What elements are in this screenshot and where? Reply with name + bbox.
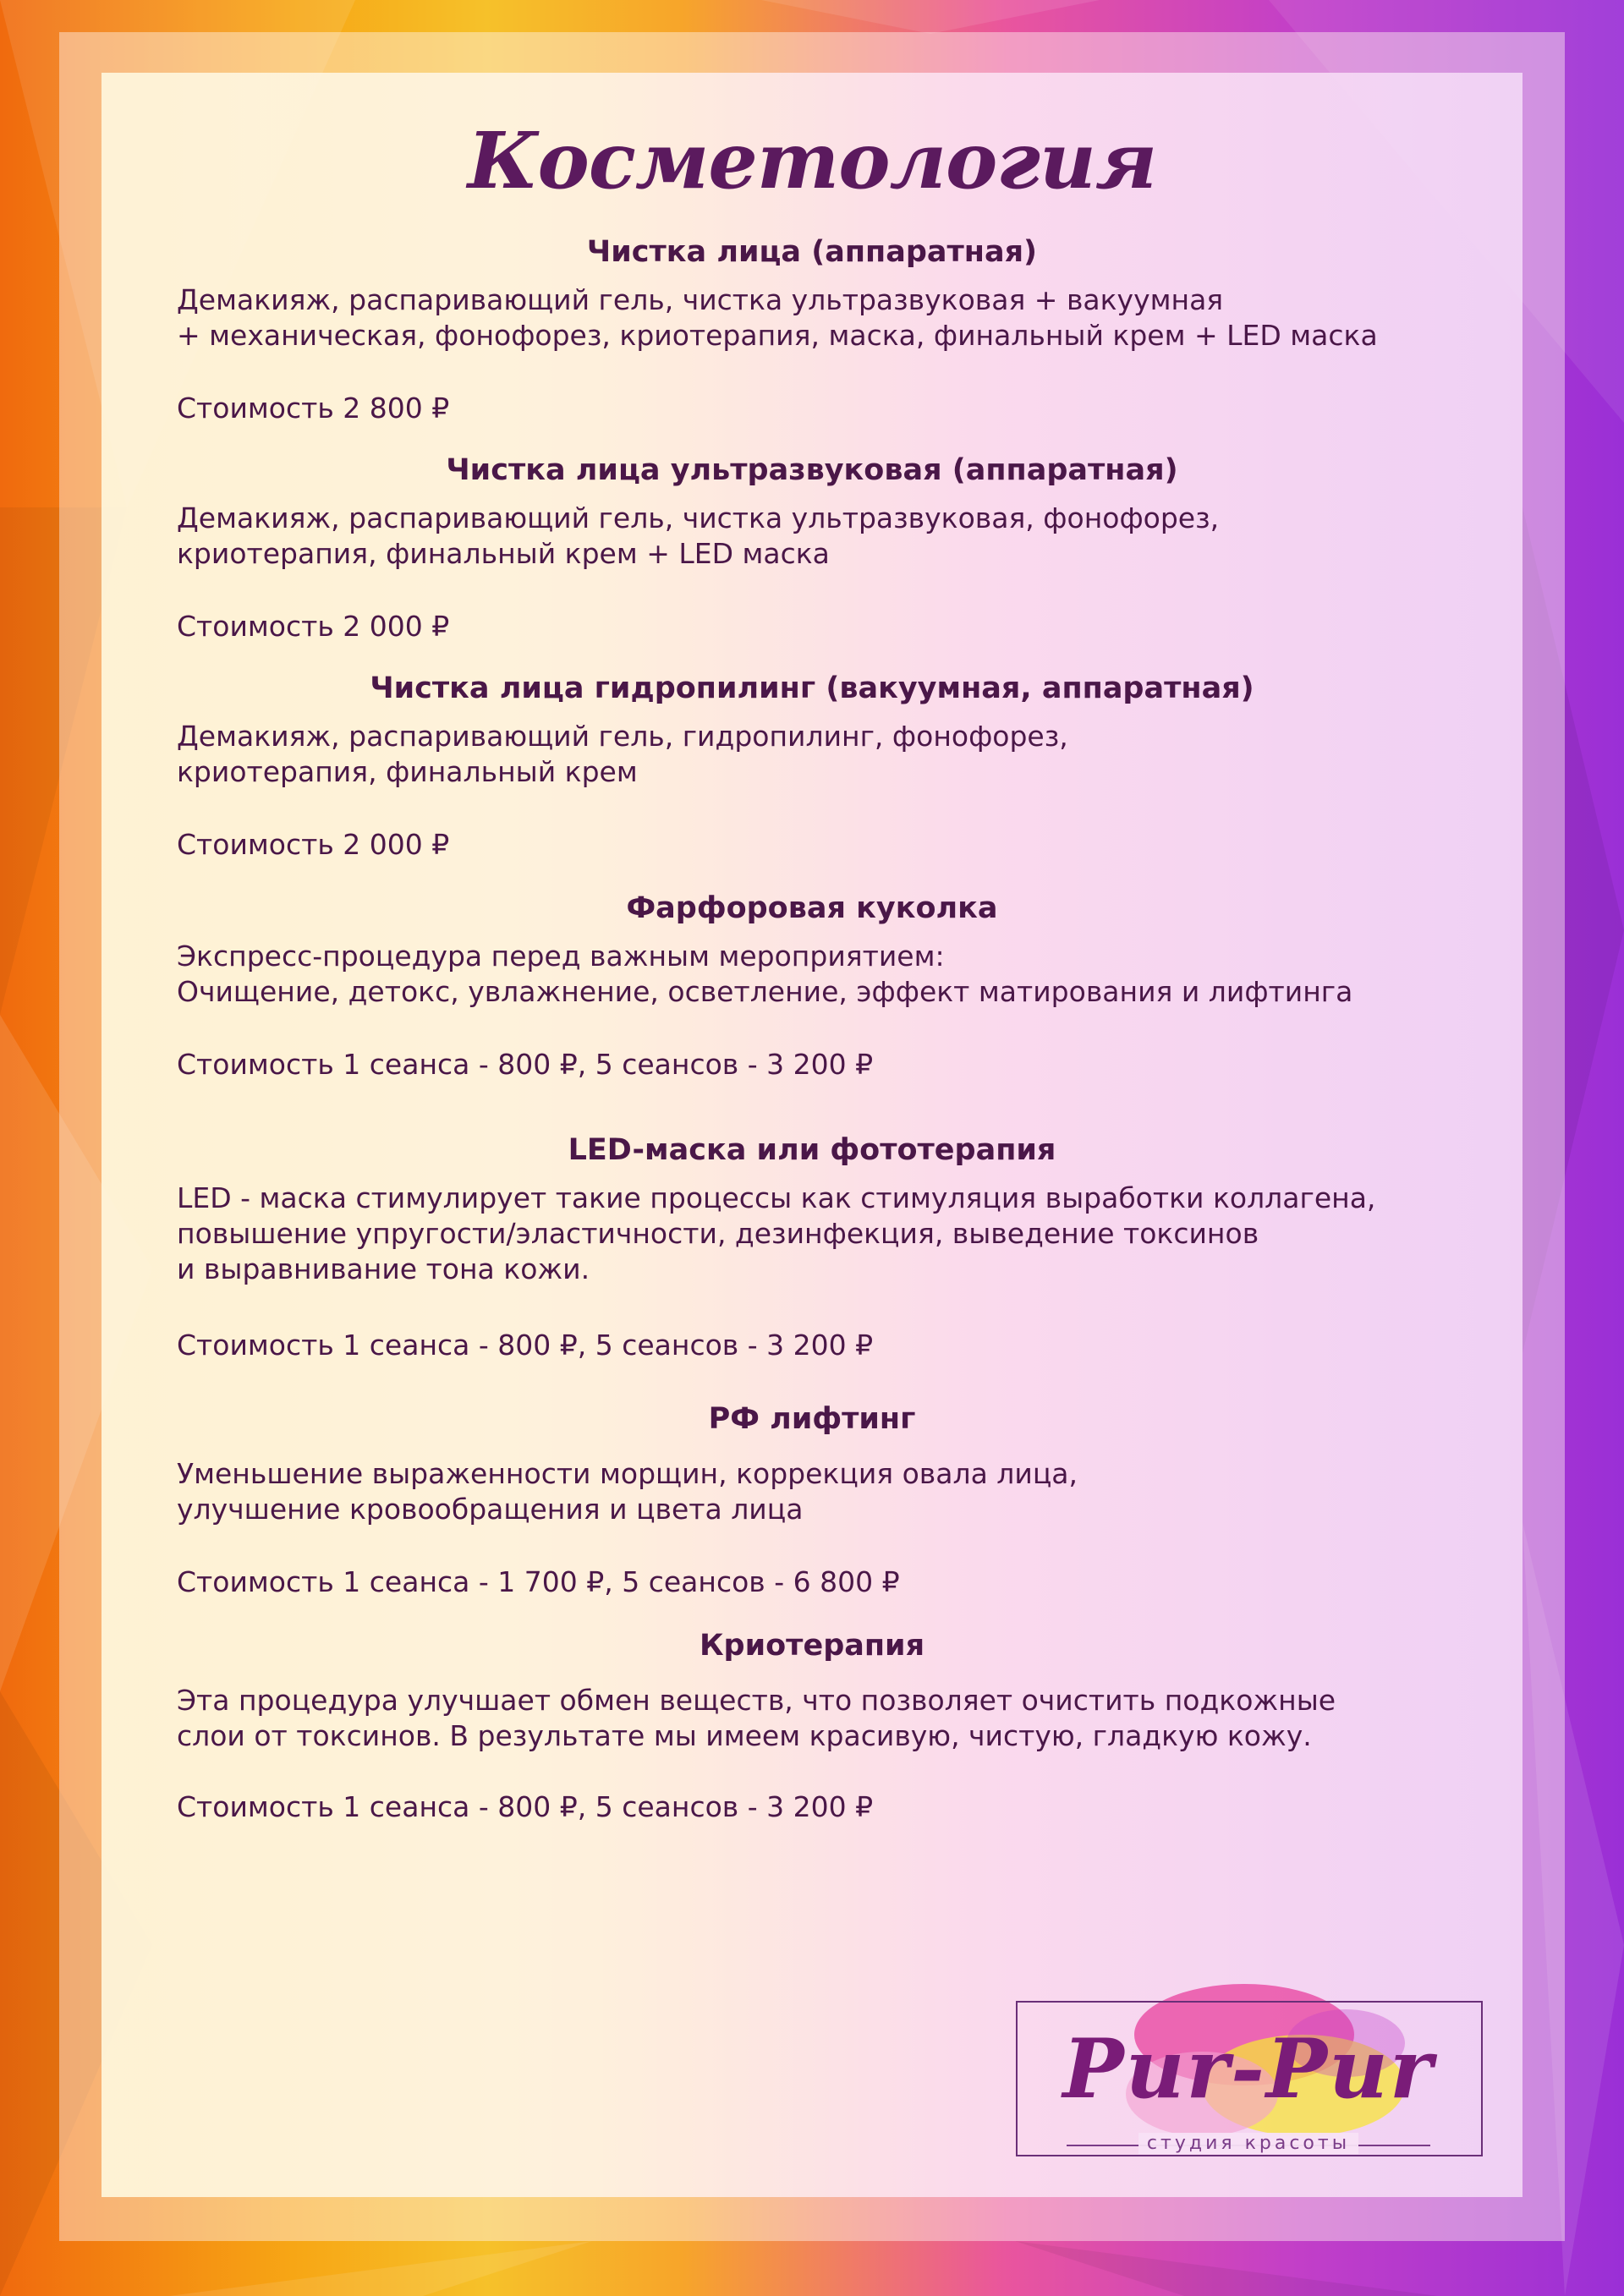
service-title: РФ лифтинг [708,1402,916,1436]
service-description: Демакияж, распаривающий гель, чистка ультразвуковая + вакуумная + механическая, фонофорез, криотерапия, маска, финальный крем + LED маска [177,283,1378,352]
logo-subtitle-row [1016,2133,1481,2154]
service-price: Стоимость 1 сеанса - 800 ₽, 5 сеансов - 3 200 ₽ [177,1790,874,1823]
service-description: Демакияж, распаривающий гель, чистка ультразвуковая, фонофорез, криотерапия, финальный крем + LED маска [177,501,1220,570]
service-description: Демакияж, распаривающий гель, гидропилинг, фонофорез, криотерапия, финальный крем [177,720,1068,788]
service-price: Стоимость 2 800 ₽ [177,392,450,425]
menu-content [102,73,1522,2197]
service-title: Чистка лица (аппаратная) [586,235,1038,269]
service-price: Стоимость 1 сеанса - 800 ₽, 5 сеансов - 3 200 ₽ [177,1329,874,1362]
studio-logo [1016,2001,1481,2155]
page-title: Косметология [467,115,1157,206]
service-price: Стоимость 1 сеанса - 800 ₽, 5 сеансов - 3 200 ₽ [177,1048,874,1081]
service-title: Криотерапия [699,1629,925,1663]
service-description: Уменьшение выраженности морщин, коррекция овала лица, улучшение кровообращения и цвета лица [177,1457,1078,1526]
service-description: Экспресс-процедура перед важным мероприятием: Очищение, детокс, увлажнение, осветление, эффект матирования и лифтинга [177,940,1353,1008]
logo-subtitle: студия красоты [1138,2133,1358,2154]
service-price: Стоимость 2 000 ₽ [177,610,450,643]
service-title: Чистка лица ультразвуковая (аппаратная) [446,453,1178,487]
service-price: Стоимость 1 сеанса - 1 700 ₽, 5 сеансов - 6 800 ₽ [177,1565,900,1598]
service-description: LED - маска стимулирует такие процессы как стимуляция выработки коллагена, повышение упругости/эластичности, дезинфекция, выведение токсинов и выравнивание тона кожи. [177,1181,1376,1285]
service-title: Фарфоровая куколка [626,891,998,925]
service-title: Чистка лица гидропилинг (вакуумная, аппаратная) [370,671,1254,705]
logo-name: Pur-Pur [1062,2021,1435,2117]
service-price: Стоимость 2 000 ₽ [177,828,450,861]
service-title: LED-маска или фототерапия [568,1133,1056,1167]
service-description: Эта процедура улучшает обмен веществ, что позволяет очистить подкожные слои от токсинов. В результате мы имеем красивую, чистую, гладкую кожу. [177,1684,1336,1752]
